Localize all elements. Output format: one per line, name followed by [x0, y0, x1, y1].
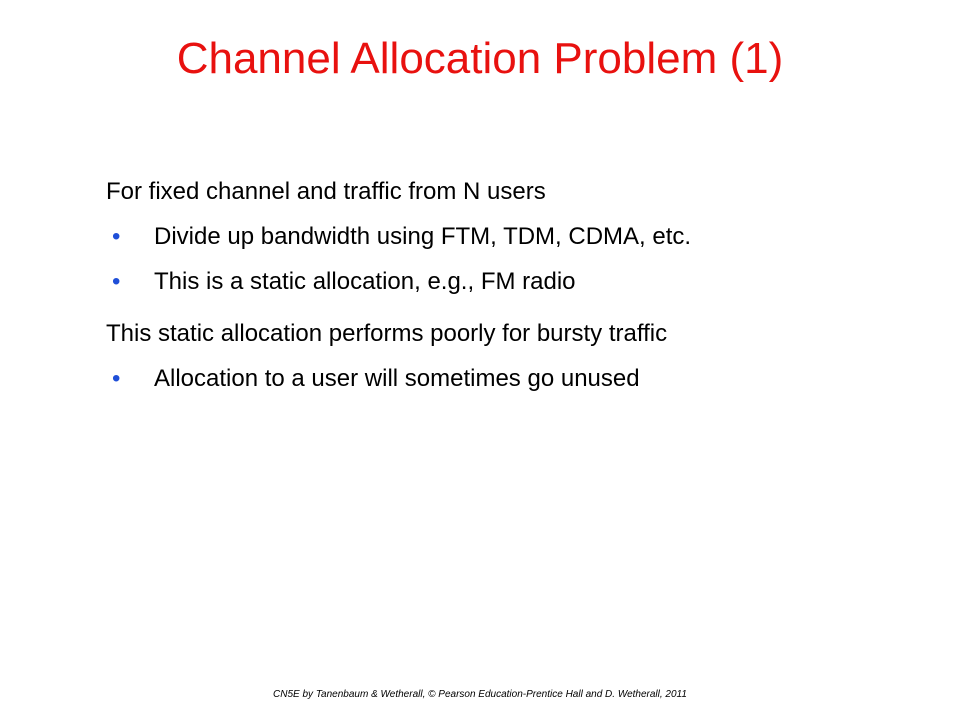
bullet-dot-icon: • — [112, 223, 121, 250]
block-1-heading: For fixed channel and traffic from N users — [106, 178, 546, 205]
bullet-text: This is a static allocation, e.g., FM radio — [154, 268, 576, 295]
block-2-heading: This static allocation performs poorly for bursty traffic — [106, 320, 668, 347]
bullet-dot-icon: • — [112, 365, 121, 392]
slide-content — [106, 175, 926, 396]
block-1-bullet-1 — [106, 220, 926, 254]
bullet-text: Allocation to a user will sometimes go unused — [154, 365, 640, 392]
slide-footer: CN5E by Tanenbaum & Wetherall, © Pearson Education-Prentice Hall and D. Wetherall, 2011 — [273, 689, 687, 700]
slide-title: Channel Allocation Problem (1) — [176, 34, 784, 83]
block-1-bullet-2 — [106, 265, 926, 299]
bullet-text: Divide up bandwidth using FTM, TDM, CDMA, etc. — [154, 223, 692, 250]
bullet-dot-icon: • — [112, 268, 121, 295]
block-2-bullet-1 — [106, 362, 926, 396]
